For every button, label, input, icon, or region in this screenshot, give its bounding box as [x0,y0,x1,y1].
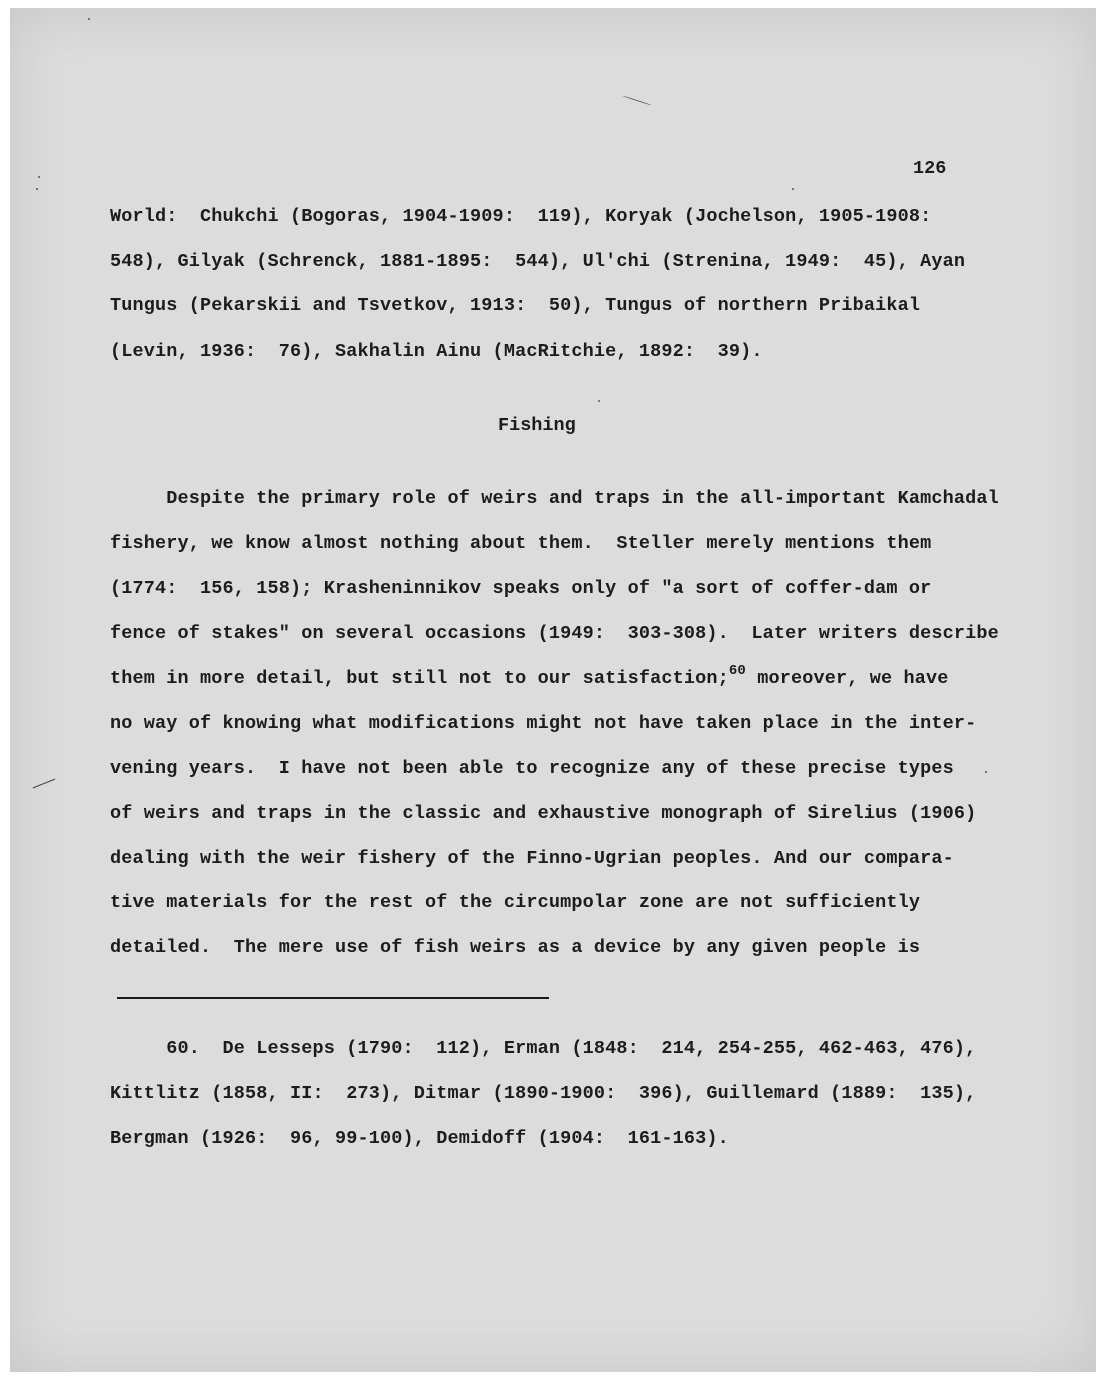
text-line: no way of knowing what modifications might not have taken place in the inter- [110,713,977,734]
text-line: World: Chukchi (Bogoras, 1904-1909: 119), Koryak (Jochelson, 1905-1908: [110,206,932,227]
scan-speck [36,188,38,190]
footnote-line: Bergman (1926: 96, 99-100), Demidoff (1904: 161-163). [110,1128,729,1149]
footnote-divider [117,997,549,999]
scan-speck [598,400,600,402]
text-line: detailed. The mere use of fish weirs as a device by any given people is [110,937,921,958]
text-line: of weirs and traps in the classic and exhaustive monograph of Sirelius (1906) [110,803,977,824]
text-segment: moreover, we have [745,668,949,689]
text-line: dealing with the weir fishery of the Finno-Ugrian peoples. And our compara- [110,848,954,869]
text-line: 548), Gilyak (Schrenck, 1881-1895: 544), Ul'chi (Strenina, 1949: 45), Ayan [110,251,966,272]
text-line: vening years. I have not been able to recognize any of these precise types [110,758,954,779]
footnote-reference: 60 [728,663,746,679]
text-segment: them in more detail, but still not to our satisfaction; [110,668,729,689]
text-line: tive materials for the rest of the circumpolar zone are not sufficiently [110,892,921,913]
scan-speck [792,188,794,190]
text-line: fence of stakes" on several occasions (1949: 303-308). Later writers describe [110,623,999,644]
text-line: Despite the primary role of weirs and traps in the all-important Kamchadal [110,488,999,509]
text-line: (1774: 156, 158); Krasheninnikov speaks only of "a sort of coffer-dam or [110,578,932,599]
document-page [10,8,1096,1372]
section-heading: Fishing [498,415,576,436]
text-line-with-footnote-ref [110,663,949,689]
text-line: Tungus (Pekarskii and Tsvetkov, 1913: 50), Tungus of northern Pribaikal [110,295,921,316]
footnote-line: Kittlitz (1858, II: 273), Ditmar (1890-1900: 396), Guillemard (1889: 135), [110,1083,977,1104]
page-number: 126 [913,158,947,179]
scan-speck [38,176,40,178]
text-line: fishery, we know almost nothing about them. Steller merely mentions them [110,533,932,554]
scan-speck [88,18,90,20]
text-line: (Levin, 1936: 76), Sakhalin Ainu (MacRitchie, 1892: 39). [110,341,763,362]
scan-mark [33,779,56,789]
scan-speck [985,771,987,773]
scan-mark [623,95,652,105]
footnote-line: 60. De Lesseps (1790: 112), Erman (1848: 214, 254-255, 462-463, 476), [110,1038,977,1059]
